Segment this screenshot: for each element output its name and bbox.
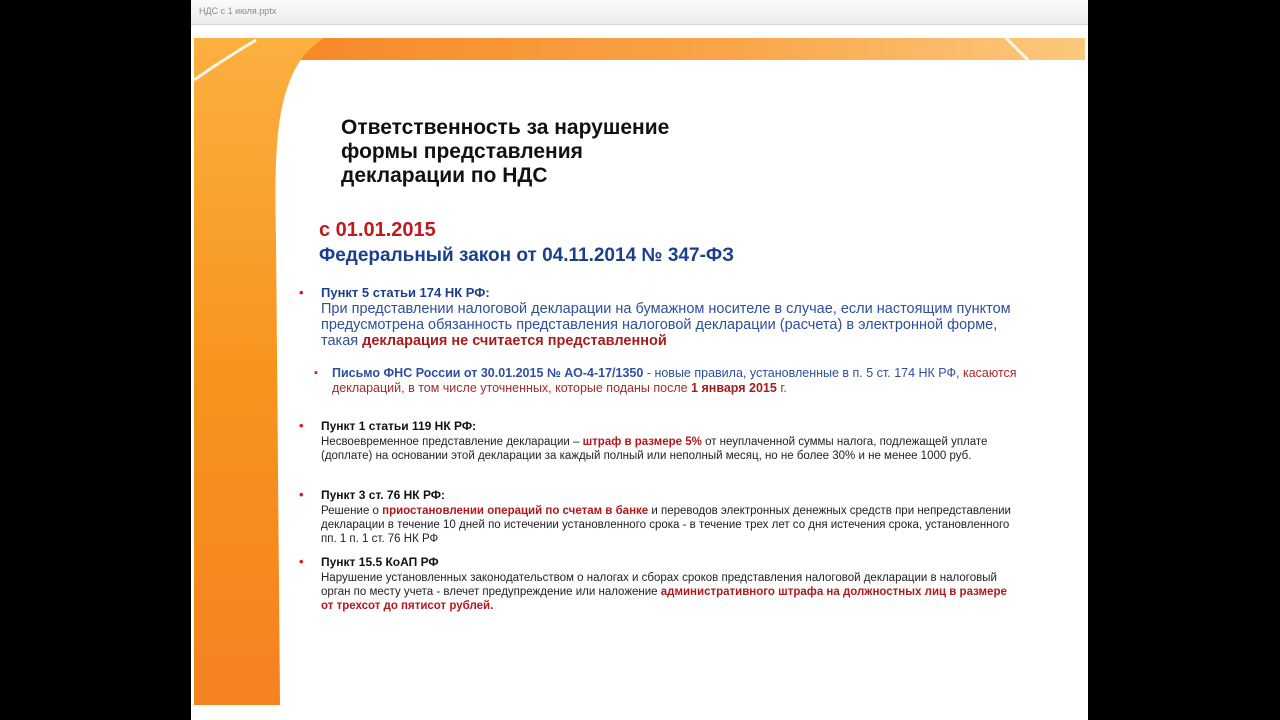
- title-line: формы представления: [341, 140, 583, 163]
- item-text: Несвоевременное представление декларации – штраф в размере 5% от неуплаченной суммы налога, подлежащей уплате (доплате) на основании этой декларации за каждый полный или неполный месяц, но не более 30% и не менее 1000 руб.: [321, 436, 988, 462]
- bullet-icon: •: [299, 285, 304, 300]
- sub-bullet-icon: ▪: [314, 367, 318, 379]
- bullet-icon: •: [299, 487, 304, 502]
- bullet-icon: •: [299, 554, 304, 569]
- item-heading: Пункт 3 ст. 76 НК РФ:: [321, 488, 446, 502]
- file-name: НДС с 1 июля.pptx: [199, 6, 277, 16]
- item-text: Решение о приостановлении операций по счетам в банке и переводов электронных денежных средств при непредставлении декларации в течение 10 дней по истечении установленного срока - в течение трех лет со дня истечения срока, установленного пп. 1 п. 1 ст. 76 НК РФ: [321, 505, 1011, 545]
- item-text: Нарушение установленных законодательством о налогах и сборах сроков представления налоговой декларации в налоговый орган по месту учета - влечет предупреждение или наложение административного штрафа на должностных лиц в размере от трехсот до пятисот рублей.: [321, 572, 1007, 612]
- slide: [194, 38, 1085, 705]
- slide-title: [341, 116, 761, 188]
- item-text: При представлении налоговой декларации на бумажном носителе в случае, если настоящим пунктом предусмотрена обязанность представления налоговой декларации (расчета) в электронной форме, такая декларация не считается представленной: [321, 301, 1011, 349]
- item-heading: Пункт 1 статьи 119 НК РФ:: [321, 419, 477, 433]
- item-heading: Пункт 5 статьи 174 НК РФ:: [321, 285, 490, 300]
- federal-law: Федеральный закон от 04.11.2014 № 347-ФЗ: [319, 245, 735, 266]
- title-line: декларации по НДС: [341, 164, 548, 187]
- window-titlebar: [191, 0, 1088, 25]
- item-heading: Пункт 15.5 КоАП РФ: [321, 555, 439, 569]
- title-line: Ответственность за нарушение: [341, 116, 670, 139]
- presentation-viewer: [191, 0, 1088, 720]
- sub-item-text: Письмо ФНС России от 30.01.2015 № АО-4-17/1350 - новые правила, установленные в п. 5 ст. 174 НК РФ, касаются деклараций, в том числе уточненных, которые поданы после 1 января 2015 г.: [332, 366, 1017, 395]
- bullet-icon: •: [299, 418, 304, 433]
- effective-date: с 01.01.2015: [319, 219, 436, 241]
